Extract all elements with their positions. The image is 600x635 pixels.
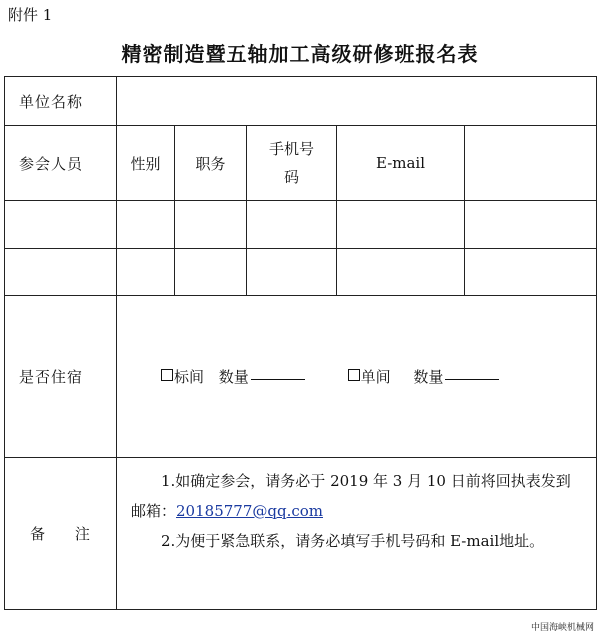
single-quantity-blank[interactable] — [445, 378, 499, 380]
remarks-label-char1: 备 — [30, 525, 47, 543]
lodging-row — [5, 296, 597, 458]
remarks-row — [5, 458, 597, 610]
remark-1-text-b: 表发到邮箱： — [131, 472, 571, 520]
remark-1-text-a: 1.如确定参会，请务必于 2019 年 3 月 10 日前将回执 — [161, 472, 526, 490]
participants-header-row — [5, 126, 597, 201]
standard-room-label: 标间 — [174, 368, 205, 386]
contact-email-link[interactable]: 20185777@qq.com — [176, 502, 323, 520]
extra-header-cell — [465, 126, 597, 201]
participant-name-cell[interactable] — [5, 249, 117, 296]
participant-phone-cell[interactable] — [247, 249, 337, 296]
remark-2-text-a: 2.为便于紧急联系，请务必填写手机号码和 E-mail — [161, 532, 500, 550]
registration-table — [4, 76, 597, 610]
remarks-label-char2: 注 — [74, 525, 91, 543]
standard-quantity-label: 数量 — [218, 368, 249, 386]
single-room-option[interactable] — [348, 366, 391, 387]
standard-quantity-blank[interactable] — [251, 378, 305, 380]
participant-row — [5, 249, 597, 296]
unit-label: 单位名称 — [5, 77, 117, 126]
participants-label: 参会人员 — [5, 126, 117, 201]
position-header: 职务 — [175, 126, 247, 201]
participant-extra-cell[interactable] — [465, 201, 597, 249]
gender-header: 性别 — [117, 126, 175, 201]
standard-room-option[interactable] — [161, 366, 204, 387]
standard-room-checkbox[interactable] — [161, 369, 173, 381]
participant-extra-cell[interactable] — [465, 249, 597, 296]
lodging-options — [117, 296, 597, 458]
remark-item-2 — [131, 526, 582, 556]
unit-row — [5, 77, 597, 126]
remark-2-text-b: 地址。 — [499, 532, 545, 550]
participant-email-cell[interactable] — [337, 201, 465, 249]
remark-item-1 — [131, 466, 582, 526]
participant-gender-cell[interactable] — [117, 249, 175, 296]
participant-position-cell[interactable] — [175, 201, 247, 249]
phone-header — [247, 126, 337, 201]
lodging-label: 是否住宿 — [5, 296, 117, 458]
remarks-label — [5, 458, 117, 610]
attachment-label: 附件 1 — [8, 6, 53, 24]
participant-email-cell[interactable] — [337, 249, 465, 296]
participant-row — [5, 201, 597, 249]
email-header: E-mail — [337, 126, 465, 201]
form-title: 精密制造暨五轴加工高级研修班报名表 — [121, 42, 479, 66]
standard-room-quantity — [219, 366, 305, 387]
single-room-checkbox[interactable] — [348, 369, 360, 381]
participant-position-cell[interactable] — [175, 249, 247, 296]
phone-header-line2: 码 — [283, 168, 299, 186]
participant-gender-cell[interactable] — [117, 201, 175, 249]
participant-name-cell[interactable] — [5, 201, 117, 249]
single-quantity-label: 数量 — [413, 368, 444, 386]
remarks-content — [117, 458, 597, 610]
phone-header-line1: 手机号 — [268, 140, 314, 158]
source-watermark: 中国海峡机械网 — [530, 623, 594, 633]
unit-value-cell[interactable] — [117, 77, 597, 126]
single-room-quantity — [413, 366, 499, 387]
participant-phone-cell[interactable] — [247, 201, 337, 249]
single-room-label: 单间 — [360, 368, 391, 386]
